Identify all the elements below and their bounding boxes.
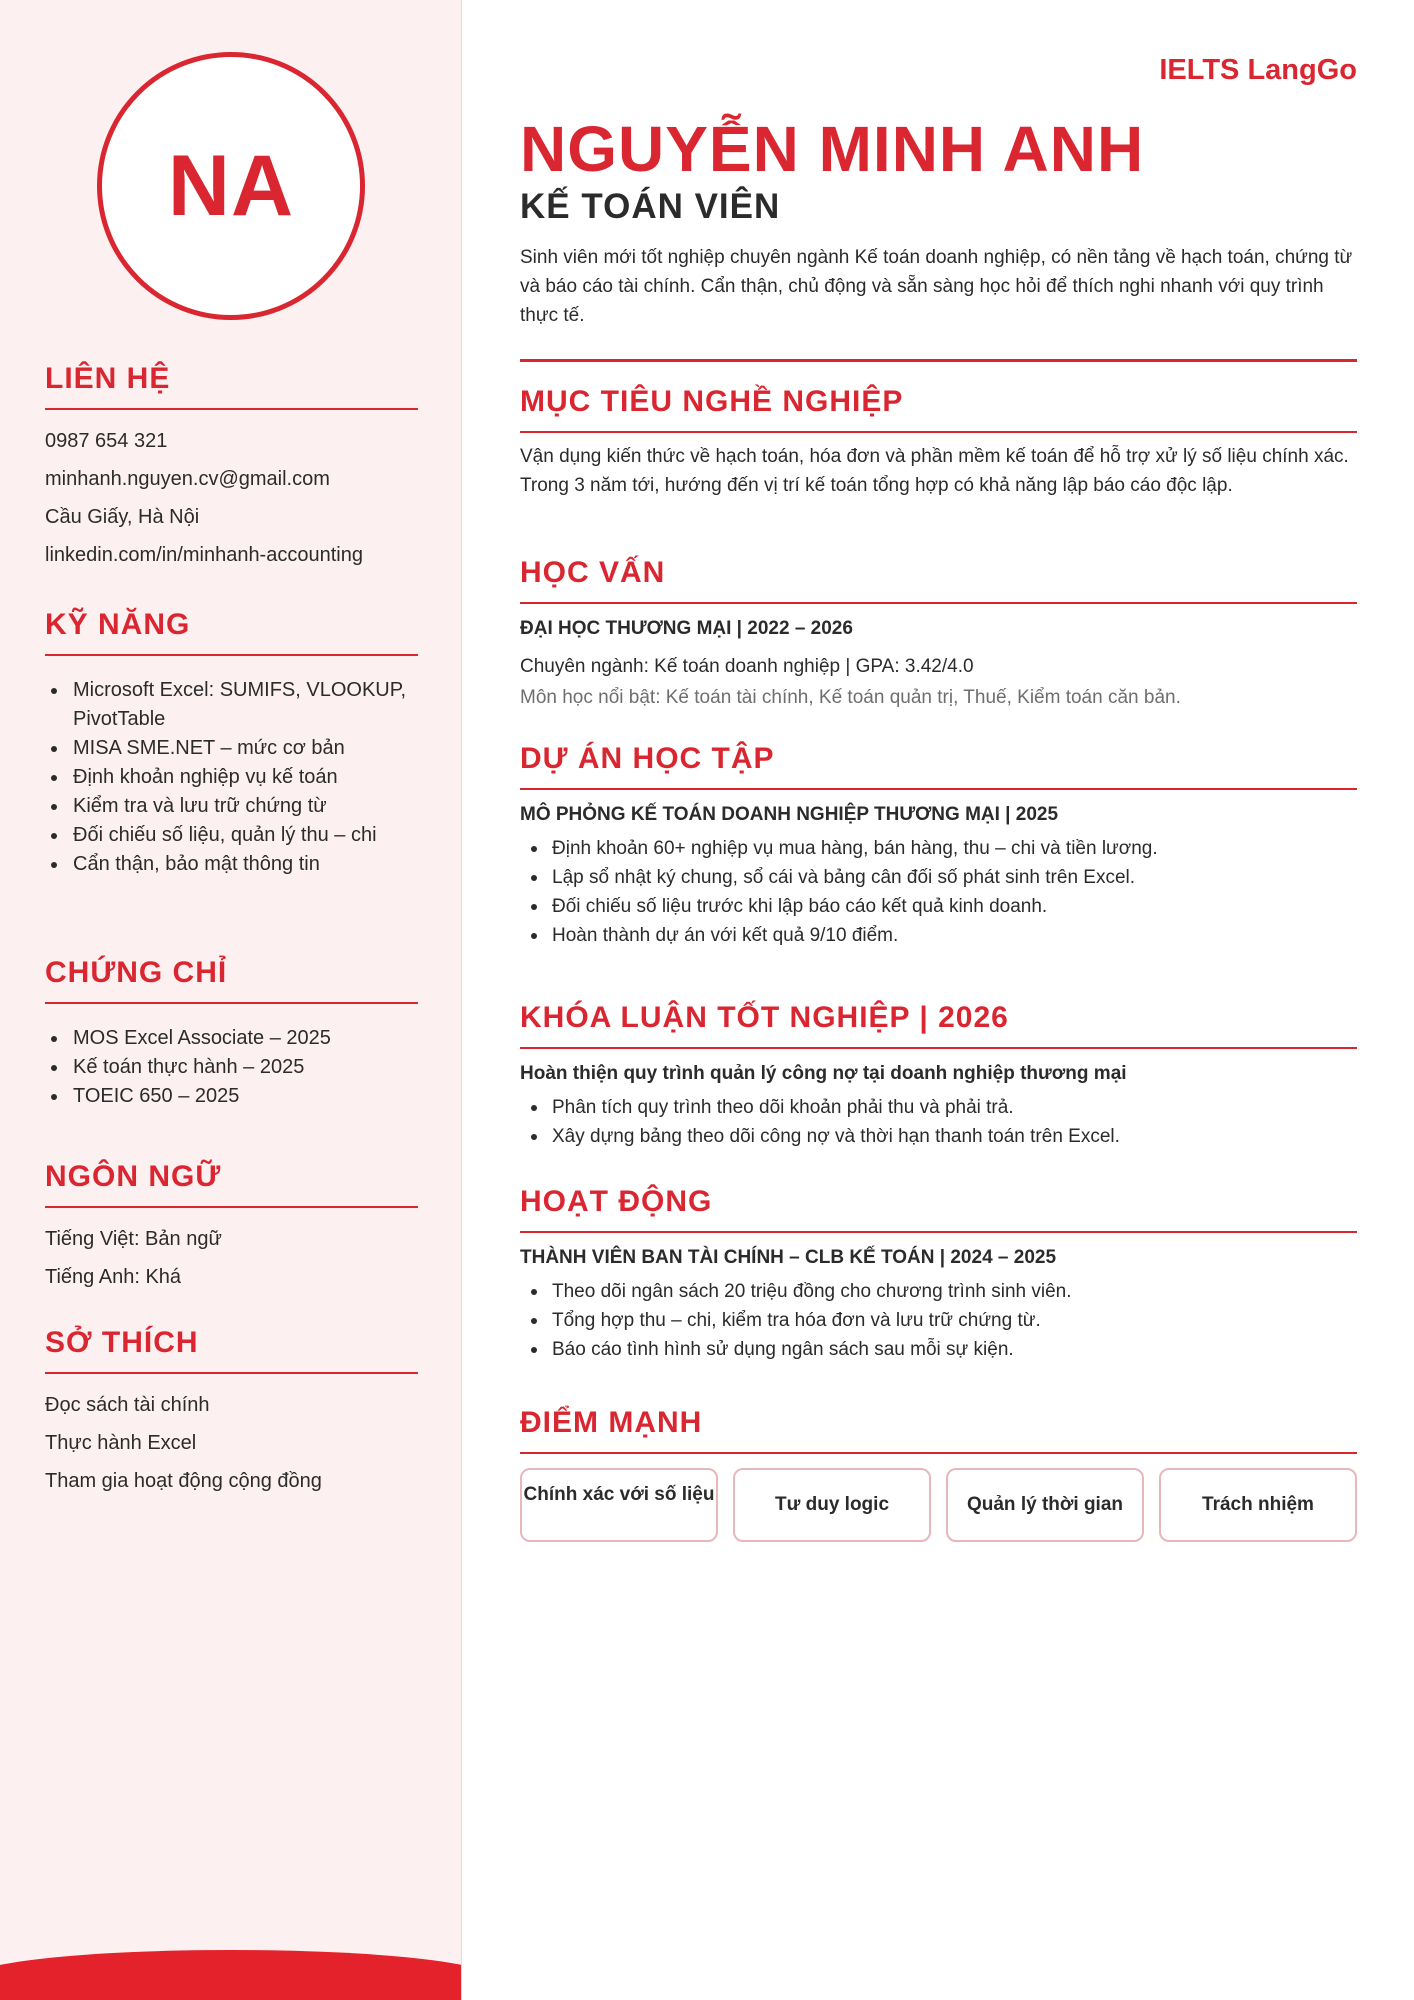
strength-chip: Trách nhiệm bbox=[1159, 1468, 1357, 1542]
list-item: Báo cáo tình hình sử dụng ngân sách sau mỗi sự kiện. bbox=[520, 1335, 1357, 1364]
objective-title: MỤC TIÊU NGHỀ NGHIỆP bbox=[520, 385, 1357, 433]
activities-title: HOẠT ĐỘNG bbox=[520, 1185, 1357, 1233]
strength-chip: Chính xác với số liệu bbox=[520, 1468, 718, 1542]
hobby-item: Đọc sách tài chính bbox=[45, 1394, 210, 1416]
candidate-name: NGUYỄN MINH ANH bbox=[520, 113, 1145, 185]
contact-email: minhanh.nguyen.cv@gmail.com bbox=[45, 468, 330, 490]
certificates-list bbox=[45, 1024, 418, 1111]
divider bbox=[520, 359, 1357, 362]
activity-heading: THÀNH VIÊN BAN TÀI CHÍNH – CLB KẾ TOÁN | 2024 – 2025 bbox=[520, 1247, 1057, 1268]
projects-title: DỰ ÁN HỌC TẬP bbox=[520, 742, 1357, 790]
language-item: Tiếng Việt: Bản ngữ bbox=[45, 1228, 222, 1250]
activity-list bbox=[520, 1277, 1357, 1364]
list-item: Định khoản 60+ nghiệp vụ mua hàng, bán hàng, thu – chi và tiền lương. bbox=[520, 834, 1357, 863]
list-item: Microsoft Excel: SUMIFS, VLOOKUP, PivotTable bbox=[45, 676, 418, 734]
hobbies-section bbox=[45, 1326, 418, 1492]
contact-phone: 0987 654 321 bbox=[45, 430, 168, 452]
certificates-section bbox=[45, 956, 418, 1111]
strengths-section bbox=[520, 1406, 1357, 1542]
avatar bbox=[97, 52, 365, 320]
strength-chip: Quản lý thời gian bbox=[946, 1468, 1144, 1542]
list-item: Kiểm tra và lưu trữ chứng từ bbox=[45, 792, 418, 821]
sidebar bbox=[0, 0, 462, 2000]
avatar-initials: NA bbox=[167, 137, 295, 234]
list-item: Đối chiếu số liệu, quản lý thu – chi bbox=[45, 821, 418, 850]
list-item: Tổng hợp thu – chi, kiểm tra hóa đơn và lưu trữ chứng từ. bbox=[520, 1306, 1357, 1335]
project-heading: MÔ PHỎNG KẾ TOÁN DOANH NGHIỆP THƯƠNG MẠI | 2025 bbox=[520, 804, 1059, 825]
objective-text: Vận dụng kiến thức về hạch toán, hóa đơn và phần mềm kế toán để hỗ trợ xử lý số liệu chính xác. Trong 3 năm tới, hướng đến vị trí kế toán tổng hợp có khả năng lập báo cáo độc lập. bbox=[520, 446, 1349, 496]
languages-title: NGÔN NGỮ bbox=[45, 1160, 418, 1208]
education-section bbox=[520, 556, 1357, 709]
list-item: MISA SME.NET – mức cơ bản bbox=[45, 734, 418, 763]
contact-linkedin: linkedin.com/in/minhanh-accounting bbox=[45, 544, 363, 566]
hobby-item: Thực hành Excel bbox=[45, 1432, 197, 1454]
contact-section bbox=[45, 362, 418, 566]
list-item: Hoàn thành dự án với kết quả 9/10 điểm. bbox=[520, 921, 1357, 950]
strengths-title: ĐIỂM MẠNH bbox=[520, 1406, 1357, 1454]
project-list bbox=[520, 834, 1357, 950]
list-item: Định khoản nghiệp vụ kế toán bbox=[45, 763, 418, 792]
hobby-item: Tham gia hoạt động cộng đồng bbox=[45, 1470, 322, 1492]
contact-address: Cầu Giấy, Hà Nội bbox=[45, 506, 200, 528]
strengths-chips bbox=[520, 1468, 1357, 1542]
strength-chip: Tư duy logic bbox=[733, 1468, 931, 1542]
summary: Sinh viên mới tốt nghiệp chuyên ngành Kế toán doanh nghiệp, có nền tảng về hạch toán, chứng từ và báo cáo tài chính. Cẩn thận, chủ động và sẵn sàng học hỏi để thích nghi nhanh với quy trình thực tế. bbox=[520, 247, 1353, 326]
education-courses: Môn học nổi bật: Kế toán tài chính, Kế toán quản trị, Thuế, Kiểm toán căn bản. bbox=[520, 687, 1181, 708]
hobbies-title: SỞ THÍCH bbox=[45, 1326, 418, 1374]
skills-list bbox=[45, 676, 418, 879]
skills-section bbox=[45, 608, 418, 879]
skills-title: KỸ NĂNG bbox=[45, 608, 418, 656]
contact-title: LIÊN HỆ bbox=[45, 362, 418, 410]
job-title: KẾ TOÁN VIÊN bbox=[520, 187, 781, 226]
objective-section bbox=[520, 385, 1357, 500]
projects-section bbox=[520, 742, 1357, 950]
activities-section bbox=[520, 1185, 1357, 1364]
list-item: TOEIC 650 – 2025 bbox=[45, 1082, 418, 1111]
certificates-title: CHỨNG CHỈ bbox=[45, 956, 418, 1004]
thesis-title: KHÓA LUẬN TỐT NGHIỆP | 2026 bbox=[520, 1001, 1357, 1049]
list-item: Đối chiếu số liệu trước khi lập báo cáo kết quả kinh doanh. bbox=[520, 892, 1357, 921]
thesis-section bbox=[520, 1001, 1357, 1151]
language-item: Tiếng Anh: Khá bbox=[45, 1266, 182, 1288]
list-item: MOS Excel Associate – 2025 bbox=[45, 1024, 418, 1053]
education-major: Chuyên ngành: Kế toán doanh nghiệp | GPA: 3.42/4.0 bbox=[520, 656, 974, 677]
list-item: Xây dựng bảng theo dõi công nợ và thời hạn thanh toán trên Excel. bbox=[520, 1122, 1357, 1151]
list-item: Theo dõi ngân sách 20 triệu đồng cho chương trình sinh viên. bbox=[520, 1277, 1357, 1306]
list-item: Lập sổ nhật ký chung, sổ cái và bảng cân đối số phát sinh trên Excel. bbox=[520, 863, 1357, 892]
education-school: ĐẠI HỌC THƯƠNG MẠI | 2022 – 2026 bbox=[520, 618, 853, 639]
thesis-list bbox=[520, 1093, 1357, 1151]
decorative-footer-shape bbox=[0, 1950, 462, 2000]
languages-section bbox=[45, 1160, 418, 1288]
list-item: Cẩn thận, bảo mật thông tin bbox=[45, 850, 418, 879]
education-title: HỌC VẤN bbox=[520, 556, 1357, 604]
list-item: Phân tích quy trình theo dõi khoản phải thu và phải trả. bbox=[520, 1093, 1357, 1122]
brand-logo: IELTS LangGo bbox=[1159, 54, 1357, 86]
list-item: Kế toán thực hành – 2025 bbox=[45, 1053, 418, 1082]
thesis-heading: Hoàn thiện quy trình quản lý công nợ tại doanh nghiệp thương mại bbox=[520, 1063, 1127, 1084]
